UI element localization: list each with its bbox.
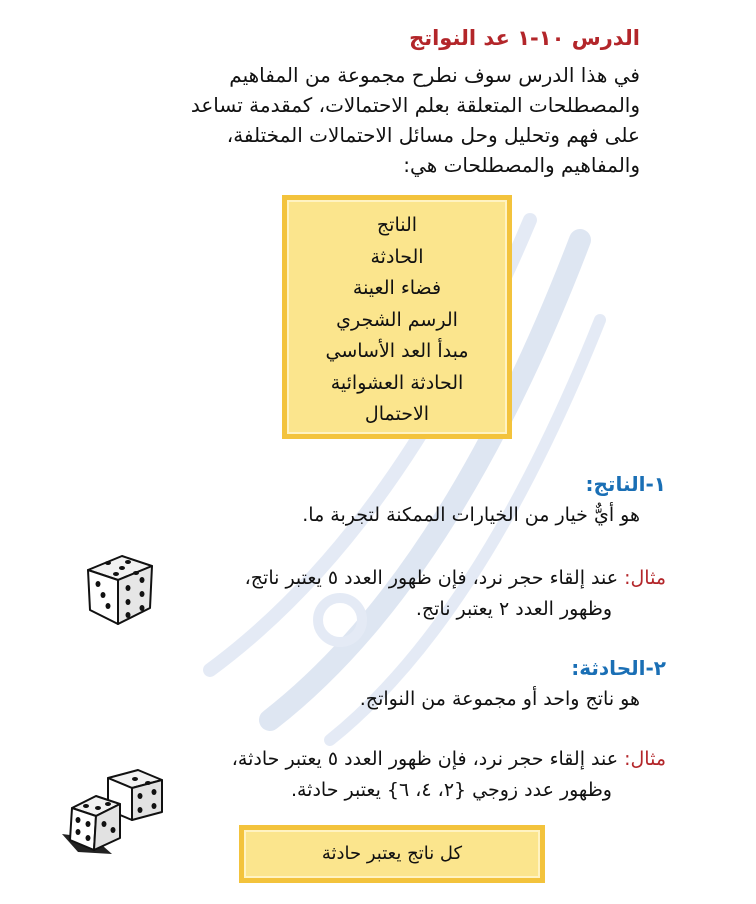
note-box: كل ناتج يعتبر حادثة xyxy=(239,825,545,883)
term-item: مبدأ العد الأساسي xyxy=(325,340,469,362)
intro-line: في هذا الدرس سوف نطرح مجموعة من المفاهيم xyxy=(229,63,640,87)
example-text: عند إلقاء حجر نرد، فإن ظهور العدد ٥ يعتبر ناتج، xyxy=(244,567,625,589)
term-item: الحادثة العشوائية xyxy=(330,371,464,394)
event-definition: هو ناتج واحد أو مجموعة من النواتج. xyxy=(359,688,640,710)
example-text: عند إلقاء حجر نرد، فإن ظهور العدد ٥ يعتبر حادثة، xyxy=(231,748,625,770)
intro-line: على فهم وتحليل وحل مسائل الاحتمالات المختلفة، xyxy=(226,123,640,147)
lesson-title: الدرس ١٠-١ عد النواتج xyxy=(409,26,640,50)
example-label: مثال: xyxy=(624,567,666,589)
example-line: وظهور عدد زوجي {٢، ٤، ٦} يعتبر حادثة. xyxy=(290,779,612,801)
section-heading-event: ٢-الحادثة: xyxy=(571,656,666,680)
event-example xyxy=(146,744,666,806)
example-label: مثال: xyxy=(624,748,666,770)
term-item: الناتج xyxy=(376,214,418,236)
intro-line: والمفاهيم والمصطلحات هي: xyxy=(403,153,640,177)
term-item: الاحتمال xyxy=(364,403,430,425)
example-line: وظهور العدد ٢ يعتبر ناتج. xyxy=(415,598,612,620)
outcome-definition: هو أيٌّ خيار من الخيارات الممكنة لتجربة ما. xyxy=(302,504,640,526)
term-item: الحادثة xyxy=(370,245,424,268)
intro-paragraph xyxy=(100,60,640,180)
dice-pair-icon xyxy=(58,768,176,856)
outcome-example xyxy=(146,563,666,625)
die-icon xyxy=(78,548,160,630)
section-heading-outcome: ١-الناتج: xyxy=(585,472,666,496)
terms-box xyxy=(282,195,512,439)
example-line xyxy=(146,744,666,775)
term-item: فضاء العينة xyxy=(352,277,442,299)
term-item: الرسم الشجري xyxy=(336,308,458,331)
intro-line: والمصطلحات المتعلقة بعلم الاحتمالات، كمقدمة تساعد xyxy=(190,93,640,117)
example-line xyxy=(146,563,666,594)
